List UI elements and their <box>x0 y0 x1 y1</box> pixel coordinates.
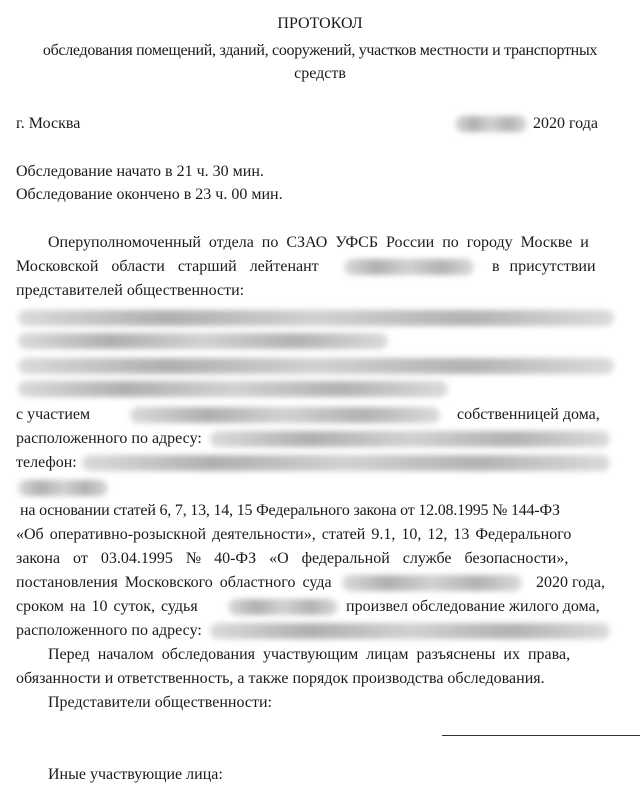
basis-line3: закона от 03.04.1995 № 40-ФЗ «О федеральной службе безопасности», <box>16 550 569 567</box>
redacted-representative-1b <box>18 333 388 349</box>
signature-line <box>442 735 640 736</box>
document-subtitle-line1: обследования помещений, зданий, сооружений, участков местности и транспортных <box>42 42 598 59</box>
start-time: Обследование начато в 21 ч. 30 мин. <box>16 163 264 180</box>
basis-line1: на основании статей 6, 7, 13, 14, 15 Федерального закона от 12.08.1995 № 144-ФЗ <box>20 502 560 519</box>
redacted-owner-name <box>130 407 440 423</box>
located-at-label: расположенного по адресу: <box>16 430 202 447</box>
redacted-date <box>455 116 527 132</box>
representatives-label: Представители общественности: <box>48 694 272 711</box>
document-subtitle-line2: средств <box>294 65 346 82</box>
basis-line5-a: сроком на 10 суток, судья <box>16 598 198 615</box>
redacted-officer-name <box>344 259 474 275</box>
redacted-court-order <box>342 575 522 591</box>
basis-line2: «Об оперативно-розыскной деятельности», статей 9.1, 10, 12, 13 Федерального <box>16 526 572 543</box>
redacted-phone <box>82 455 610 471</box>
redacted-representative-1a <box>18 310 614 326</box>
officer-line3: представителей общественности: <box>16 282 245 299</box>
officer-line2-a: Московской области старший лейтенант <box>16 258 319 275</box>
basis-line4-a: постановления Московского областного суда <box>16 574 332 591</box>
end-time: Обследование окончено в 23 ч. 00 мин. <box>16 186 283 203</box>
rights-line2: обязанности и ответственность, а также порядок производства обследования. <box>16 670 545 687</box>
redacted-representative-2b <box>18 381 448 397</box>
redacted-phone-extra <box>18 480 108 496</box>
other-persons-label: Иные участвующие лица: <box>48 766 223 783</box>
basis-line5-b: произвел обследование жилого дома, <box>346 598 600 615</box>
participation-suffix: собственницей дома, <box>457 406 600 423</box>
basis-line6: расположенного по адресу: <box>16 622 202 639</box>
officer-line1: Оперуполномоченный отдела по СЗАО УФСБ России по городу Москве и <box>48 234 589 251</box>
participation-prefix: с участием <box>16 406 91 423</box>
rights-line1: Перед началом обследования участвующим лицам разъяснены их права, <box>48 646 571 663</box>
phone-label: телефон: <box>16 454 77 471</box>
redacted-owner-address <box>210 431 610 447</box>
officer-line2-b: в присутствии <box>492 258 596 275</box>
document-title: ПРОТОКОЛ <box>277 15 363 32</box>
redacted-house-address <box>210 623 610 639</box>
date-year: 2020 года <box>533 115 598 132</box>
basis-line4-b: 2020 года, <box>536 574 605 591</box>
city: г. Москва <box>16 115 81 132</box>
redacted-judge-name <box>228 599 338 615</box>
redacted-representative-2a <box>18 358 614 374</box>
